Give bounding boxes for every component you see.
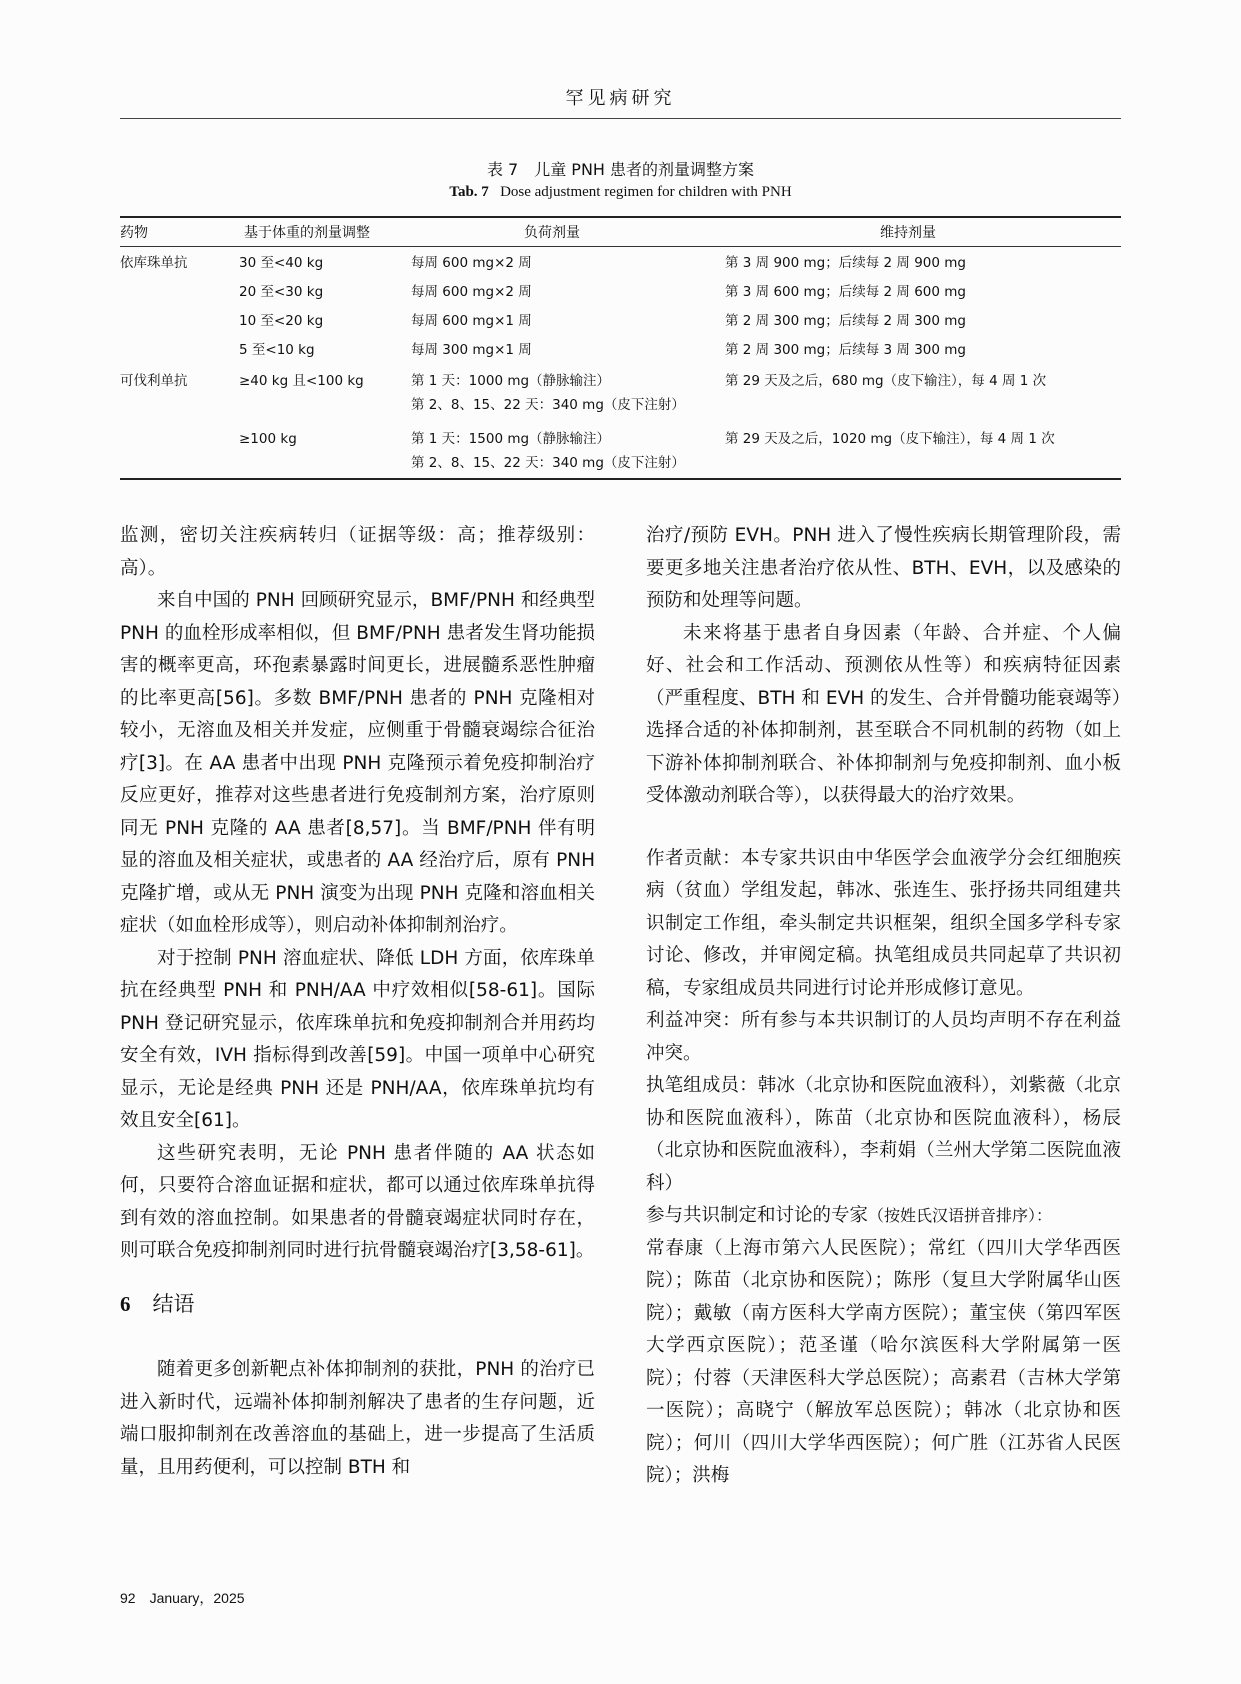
table-cell-drug: 依库珠单抗 — [120, 255, 188, 271]
table-cell-maintenance: 第 2 周 300 mg；后续每 2 周 300 mg — [725, 313, 966, 329]
table-header-maintenance: 维持剂量 — [880, 225, 936, 241]
table-cell-loading: 第 2、8、15、22 天：340 mg（皮下注射） — [411, 397, 685, 413]
left-column — [120, 520, 595, 1540]
running-header: 罕见病研究 — [565, 88, 676, 109]
table-cell-weight: 30 至<40 kg — [239, 255, 324, 271]
table-cell-weight: 10 至<20 kg — [239, 313, 324, 329]
paragraph: 对于控制 PNH 溶血症状、降低 LDH 方面，依库珠单抗在经典型 PNH 和 PNH/AA 中疗效相似[58-61]。国际 PNH 登记研究显示，依库珠单抗和免疫抑制剂合并用药均安全有效，IVH 指标得到改善[59]。中国一项单中心研究显示，无论是经典 PNH 还是 PNH/AA，依库珠单抗均有效且安全[61]。 — [120, 947, 595, 1131]
table-cell-weight: 20 至<30 kg — [239, 284, 324, 300]
experts-note: （按姓氏汉语拼音排序）： — [868, 1206, 1053, 1225]
experts-list: 常春康（上海市第六人民医院）；常红（四川大学华西医院）；陈苗（北京协和医院）；陈彤（复旦大学附属华山医院）；戴敏（南方医科大学南方医院）；董宝侠（第四军医大学西京医院）；范圣谨（哈尔滨医科大学附属第一医院）；付蓉（天津医科大学总医院）；高素君（吉林大学第一医院）；高晓宁（解放军总医院）；韩冰（北京协和医院）；何川（四川大学华西医院）；何广胜（江苏省人民医院）；洪梅 — [646, 1237, 1121, 1486]
table-cell-loading: 每周 600 mg×2 周 — [411, 255, 532, 271]
table-header-loading: 负荷剂量 — [524, 225, 580, 241]
paragraph: 来自中国的 PNH 回顾研究显示，BMF/PNH 和经典型 PNH 的血栓形成率相似，但 BMF/PNH 患者发生肾功能损害的概率更高，环孢素暴露时间更长，进展髓系恶性肿瘤的比率更高[56]。多数 BMF/PNH 患者的 PNH 克隆相对较小，无溶血及相关并发症，应侧重于骨髓衰竭综合征治疗[3]。在 AA 患者中出现 PNH 克隆预示着免疫抑制治疗反应更好，推荐对这些患者进行免疫制剂方案，治疗原则同无 PNH 克隆的 AA 患者[8,57]。当 BMF/PNH 伴有明显的溶血及相关症状，或患者的 AA 经治疗后，原有 PNH 克隆扩增，或从无 PNH 演变为出现 PNH 克隆和溶血相关症状（如血栓形成等），则启动补体抑制剂治疗。 — [120, 590, 595, 936]
table-cell-maintenance: 第 3 周 900 mg；后续每 2 周 900 mg — [725, 255, 966, 271]
experts-title: 参与共识制定和讨论的专家 — [646, 1205, 869, 1226]
table-cell-loading: 第 1 天：1000 mg（静脉输注） — [411, 373, 611, 389]
section-heading — [120, 1288, 595, 1321]
paragraph: 随着更多创新靶点补体抑制剂的获批，PNH 的治疗已进入新时代，远端补体抑制剂解决了患者的生存问题，近端口服抑制剂在改善溶血的基础上，进一步提高了生活质量，且用药便利，可以控制 BTH 和 — [120, 1359, 595, 1478]
writing-group: 执笔组成员：韩冰（北京协和医院血液科），刘紫薇（北京协和医院血液科），陈苗（北京协和医院血液科），杨辰（北京协和医院血液科），李莉娟（兰州大学第二医院血液科） — [646, 1075, 1121, 1194]
header-rule — [120, 118, 1121, 119]
table-title-en: Dose adjustment regimen for children with PNH — [500, 184, 792, 200]
paragraph: 这些研究表明，无论 PNH 患者伴随的 AA 状态如何，只要符合溶血证据和症状，都可以通过依库珠单抗得到有效的溶血控制。如果患者的骨髓衰竭症状同时存在，则可联合免疫抑制剂同时进行抗骨髓衰竭治疗[3,58-61]。 — [120, 1142, 595, 1261]
table-cell-maintenance: 第 2 周 300 mg；后续每 3 周 300 mg — [725, 342, 966, 358]
table-bottom-rule — [120, 478, 1121, 480]
paragraph: 未来将基于患者自身因素（年龄、合并症、个人偏好、社会和工作活动、预测依从性等）和疾病特征因素（严重程度、BTH 和 EVH 的发生、合并骨髓功能衰竭等）选择合适的补体抑制剂，甚至联合不同机制的药物（如上下游补体抑制剂联合、补体抑制剂与免疫抑制剂、血小板受体激动剂联合等），以获得最大的治疗效果。 — [646, 622, 1121, 806]
right-column — [646, 520, 1121, 1540]
table-header-weight: 基于体重的剂量调整 — [244, 225, 370, 241]
table-cell-loading: 每周 600 mg×1 周 — [411, 313, 532, 329]
table-top-rule — [120, 216, 1121, 218]
author-contributions: 作者贡献：本专家共识由中华医学会血液学分会红细胞疾病（贫血）学组发起，韩冰、张连生、张抒扬共同组建共识制定工作组，牵头制定共识框架，组织全国多学科专家讨论、修改，并审阅定稿。执笔组成员共同起草了共识初稿，专家组成员共同进行讨论并形成修订意见。 — [646, 847, 1121, 999]
table-cell-maintenance: 第 29 天及之后，1020 mg（皮下输注），每 4 周 1 次 — [725, 431, 1055, 447]
table-cell-weight: ≥40 kg 且<100 kg — [239, 373, 364, 389]
paragraph: 监测，密切关注疾病转归（证据等级：高；推荐级别：高）。 — [120, 525, 595, 579]
table-header-rule — [120, 246, 1121, 247]
table-cell-weight: ≥100 kg — [239, 431, 297, 447]
table-cell-maintenance: 第 29 天及之后，680 mg（皮下输注），每 4 周 1 次 — [725, 373, 1047, 389]
table-cell-drug: 可伐利单抗 — [120, 373, 188, 389]
table-cell-loading: 第 1 天：1500 mg（静脉输注） — [411, 431, 611, 447]
table-caption-en — [120, 184, 1121, 201]
section-number: 6 — [120, 1291, 131, 1316]
table-label-en: Tab. 7 — [449, 184, 489, 200]
table-cell-loading: 每周 300 mg×1 周 — [411, 342, 532, 358]
experts-heading — [646, 1200, 1121, 1233]
table-cell-loading: 每周 600 mg×2 周 — [411, 284, 532, 300]
table-header-drug: 药物 — [120, 225, 148, 241]
conflict-of-interest: 利益冲突：所有参与本共识制订的人员均声明不存在利益冲突。 — [646, 1010, 1121, 1064]
table-cell-maintenance: 第 3 周 600 mg；后续每 2 周 600 mg — [725, 284, 966, 300]
table-cell-loading: 第 2、8、15、22 天：340 mg（皮下注射） — [411, 455, 685, 471]
table-cell-weight: 5 至<10 kg — [239, 342, 315, 358]
paragraph: 治疗/预防 EVH。PNH 进入了慢性疾病长期管理阶段，需要更多地关注患者治疗依从性、BTH、EVH，以及感染的预防和处理等问题。 — [646, 525, 1121, 611]
table-caption-cn: 表 7 儿童 PNH 患者的剂量调整方案 — [486, 160, 755, 179]
page-footer: 92 January，2025 — [120, 1590, 245, 1606]
section-title: 结语 — [152, 1291, 195, 1316]
